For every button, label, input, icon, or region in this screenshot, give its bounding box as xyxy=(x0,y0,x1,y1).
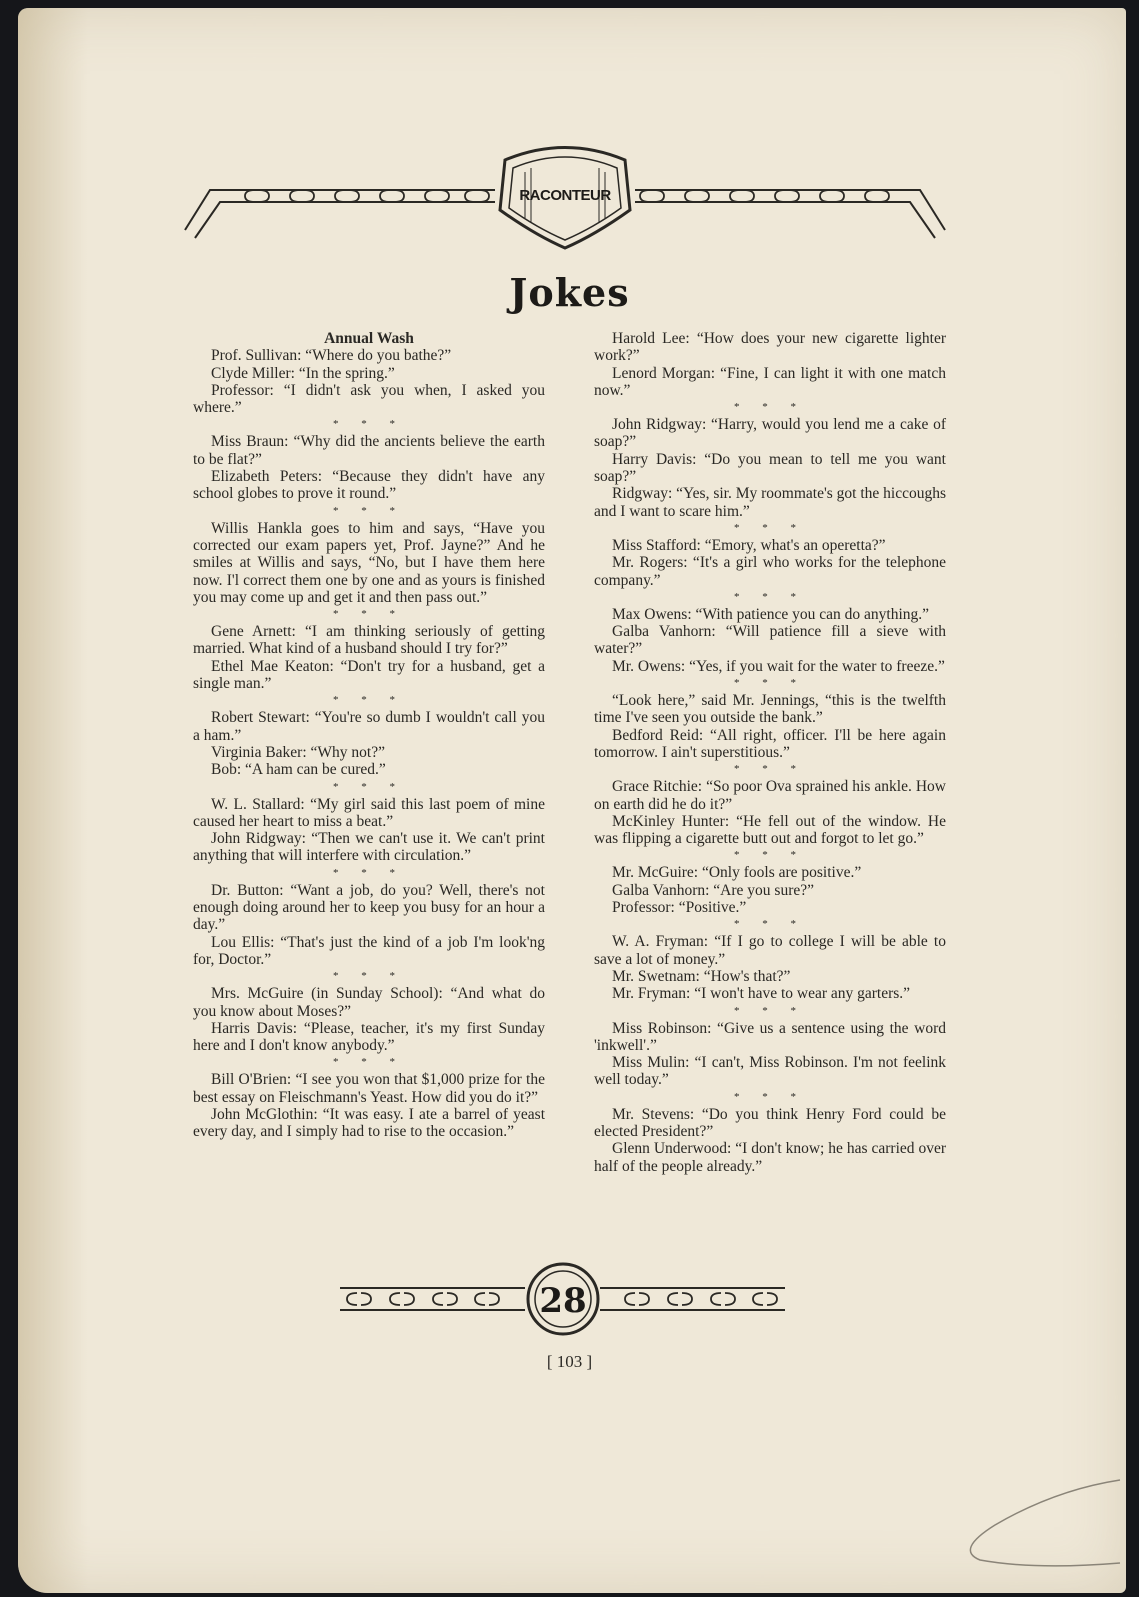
left-column-paragraph: Bob: “A ham can be cured.” xyxy=(211,761,386,779)
chain-link-ornament xyxy=(425,190,449,202)
right-column-paragraph: “Look here,” said Mr. Jennings, “this is the twelfth time I've seen you outside the bank.” xyxy=(594,692,946,727)
left-column-paragraph: Harris Davis: “Please, teacher, it's my first Sunday here and I don't know anybody.” xyxy=(193,1019,545,1055)
left-column-paragraph: Willis Hankla goes to him and says, “Have you corrected our exam papers yet, Prof. Jayne?” And he smiles at Willis and says, “No, but I have them here now. I'l correct them one by one and as yours is finished you may come up and get it and then pass out.” xyxy=(193,519,545,606)
right-column-paragraph: Miss Mulin: “I can't, Miss Robinson. I'm not feelink well today.” xyxy=(594,1054,946,1089)
right-column-paragraph: Max Owens: “With patience you can do anything.” xyxy=(612,605,930,623)
chain-link-ornament xyxy=(865,190,889,202)
right-column-paragraph: McKinley Hunter: “He fell out of the window. He was flipping a cigarette butt out and forgot to let go.” xyxy=(594,812,946,848)
asterisk-separator: * * * xyxy=(333,970,405,983)
asterisk-separator: * * * xyxy=(734,590,806,603)
chain-link-ornament xyxy=(775,190,799,202)
chain-link-ornament xyxy=(335,190,359,202)
left-column xyxy=(193,330,545,1141)
right-column-paragraph: Mr. Rogers: “It's a girl who works for the telephone company.” xyxy=(594,554,946,589)
chain-link-ornament xyxy=(668,1293,692,1305)
asterisk-separator: * * * xyxy=(734,677,806,690)
chain-link-ornament xyxy=(290,190,314,202)
chain-link-ornament xyxy=(820,190,844,202)
right-column-paragraph: Lenord Morgan: “Fine, I can light it with one match now.” xyxy=(594,364,946,399)
chain-link-ornament xyxy=(380,190,404,202)
chain-link-ornament xyxy=(625,1293,649,1305)
asterisk-separator: * * * xyxy=(734,401,806,414)
asterisk-separator: * * * xyxy=(734,918,806,931)
right-column-paragraph: Galba Vanhorn: “Are you sure?” xyxy=(612,881,814,899)
right-column-paragraph: Mr. Owens: “Yes, if you wait for the water to freeze.” xyxy=(612,657,945,675)
left-column-paragraph: Elizabeth Peters: “Because they didn't have any school globes to prove it round.” xyxy=(193,468,545,503)
asterisk-separator: * * * xyxy=(734,1090,806,1103)
emblem-number: 28 xyxy=(539,1281,587,1321)
right-column-paragraph: Mr. Fryman: “I won't have to wear any garters.” xyxy=(612,985,911,1003)
chain-link-ornament xyxy=(753,1293,777,1305)
right-column-paragraph: Mr. Stevens: “Do you think Henry Ford could be elected President?” xyxy=(594,1105,946,1140)
left-column-paragraph: John Ridgway: “Then we can't use it. We can't print anything that will interfere with circulation.” xyxy=(193,830,545,865)
page-title: Jokes xyxy=(509,270,630,315)
left-column-paragraph: Professor: “I didn't ask you when, I asked you where.” xyxy=(193,381,545,417)
left-column-paragraph: Bill O'Brien: “I see you won that $1,000 prize for the best essay on Fleischmann's Yeast. How did you do it?” xyxy=(193,1071,545,1106)
right-column-paragraph: Mr. Swetnam: “How's that?” xyxy=(612,967,791,985)
left-column-paragraph: Clyde Miller: “In the spring.” xyxy=(211,364,395,382)
asterisk-separator: * * * xyxy=(333,1056,405,1069)
right-column-paragraph: W. A. Fryman: “If I go to college I will be able to save a lot of money.” xyxy=(594,933,946,968)
chain-link-ornament xyxy=(711,1293,735,1305)
left-column-paragraph: John McGlothin: “It was easy. I ate a barrel of yeast every day, and I simply had to rise to the occasion.” xyxy=(193,1105,545,1141)
right-column-paragraph: Galba Vanhorn: “Will patience fill a sieve with water?” xyxy=(594,623,946,658)
chain-link-ornament xyxy=(390,1293,414,1305)
right-column-paragraph: Mr. McGuire: “Only fools are positive.” xyxy=(612,864,862,882)
right-column-paragraph: Miss Robinson: “Give us a sentence using the word 'inkwell'.” xyxy=(594,1019,946,1054)
right-column-paragraph: John Ridgway: “Harry, would you lend me a cake of soap?” xyxy=(594,416,946,451)
right-column-paragraph: Bedford Reid: “All right, officer. I'll be here again tomorrow. I ain't superstitious.” xyxy=(594,726,946,761)
chain-link-ornament xyxy=(465,190,489,202)
chain-link-ornament xyxy=(245,190,269,202)
left-column-paragraph: W. L. Stallard: “My girl said this last poem of mine caused her heart to miss a beat.” xyxy=(193,795,545,830)
left-column-paragraph: Prof. Sullivan: “Where do you bathe?” xyxy=(211,347,452,365)
right-column-paragraph: Harry Davis: “Do you mean to tell me you want soap?” xyxy=(594,450,946,486)
left-column-paragraph: Mrs. McGuire (in Sunday School): “And what do you know about Moses?” xyxy=(193,985,545,1020)
asterisk-separator: * * * xyxy=(734,521,806,534)
asterisk-separator: * * * xyxy=(333,504,405,517)
asterisk-separator: * * * xyxy=(333,608,405,621)
right-column-paragraph: Professor: “Positive.” xyxy=(612,899,747,917)
raconteur-banner xyxy=(175,130,955,250)
left-column-paragraph: Dr. Button: “Want a job, do you? Well, there's not enough doing around her to keep you busy for an hour a day.” xyxy=(193,881,545,934)
asterisk-separator: * * * xyxy=(333,780,405,793)
left-column-paragraph: Lou Ellis: “That's just the kind of a job I'm look'ng for, Doctor.” xyxy=(193,933,545,968)
asterisk-separator: * * * xyxy=(734,849,806,862)
asterisk-separator: * * * xyxy=(333,418,405,431)
chain-link-ornament xyxy=(730,190,754,202)
asterisk-separator: * * * xyxy=(333,866,405,879)
chain-link-ornament xyxy=(433,1293,457,1305)
right-column-paragraph: Miss Stafford: “Emory, what's an operetta?” xyxy=(612,536,886,554)
left-column-paragraph: Miss Braun: “Why did the ancients believe the earth to be flat?” xyxy=(193,433,545,468)
page-curl-mark xyxy=(935,1465,1125,1575)
left-column-paragraph: Gene Arnett: “I am thinking seriously of getting married. What kind of a husband should I try for?” xyxy=(193,623,545,658)
left-column-paragraph: Virginia Baker: “Why not?” xyxy=(211,743,385,761)
right-column-paragraph: Harold Lee: “How does your new cigarette lighter work?” xyxy=(594,330,946,365)
asterisk-separator: * * * xyxy=(734,763,806,776)
emblem-text: RACONTEUR xyxy=(519,187,611,204)
right-column xyxy=(594,330,946,1175)
chain-link-ornament xyxy=(640,190,664,202)
footer-ornament xyxy=(335,1262,790,1342)
left-column-paragraph: Robert Stewart: “You're so dumb I wouldn't call you a ham.” xyxy=(193,709,545,744)
asterisk-separator: * * * xyxy=(333,694,405,707)
left-column-heading: Annual Wash xyxy=(324,330,414,347)
chain-link-ornament xyxy=(685,190,709,202)
right-column-paragraph: Grace Ritchie: “So poor Ova sprained his ankle. How on earth did he do it?” xyxy=(594,778,946,813)
page-number: [ 103 ] xyxy=(546,1352,593,1371)
chain-link-ornament xyxy=(475,1293,499,1305)
right-column-paragraph: Glenn Underwood: “I don't know; he has carried over half of the people already.” xyxy=(594,1140,946,1175)
right-column-paragraph: Ridgway: “Yes, sir. My roommate's got the hiccoughs and I want to scare him.” xyxy=(594,485,947,520)
asterisk-separator: * * * xyxy=(734,1004,806,1017)
left-column-paragraph: Ethel Mae Keaton: “Don't try for a husband, get a single man.” xyxy=(193,657,545,693)
chain-link-ornament xyxy=(347,1293,371,1305)
